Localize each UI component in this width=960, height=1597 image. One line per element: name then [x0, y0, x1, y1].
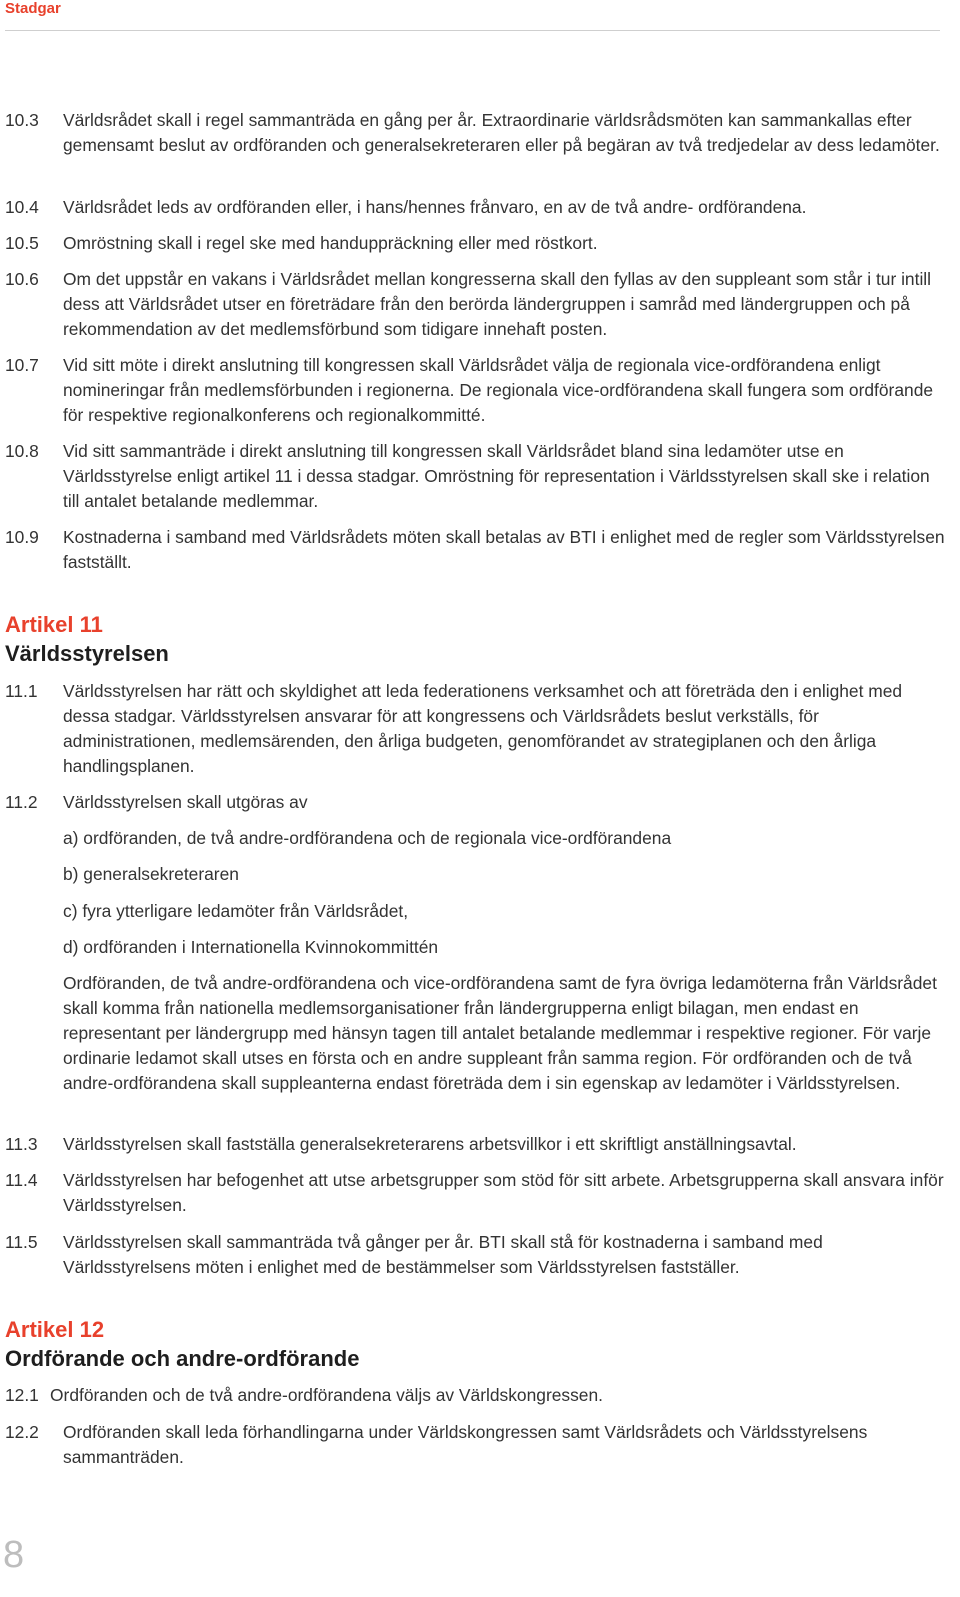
paragraph-text: Omröstning skall i regel ske med handuppräckning eller med röstkort.	[63, 233, 598, 253]
paragraph-number: 10.8	[5, 441, 39, 461]
paragraph-12-1	[5, 1383, 945, 1408]
paragraph-text: Världsstyrelsen skall sammanträda två gånger per år. BTI skall stå för kostnaderna i samband med Världsstyrelsens möten i enlighet med de bestämmelser som Världsstyrelsen fastställer.	[63, 1232, 823, 1277]
paragraph-10-8	[5, 439, 945, 514]
list-item-c: c) fyra ytterligare ledamöter från Världsrådet,	[63, 901, 409, 921]
paragraph-number: 12.1	[5, 1385, 39, 1405]
paragraph-number: 11.2	[5, 792, 38, 812]
paragraph-text: Världsstyrelsen skall utgöras av	[63, 792, 308, 812]
paragraph-number: 11.4	[5, 1170, 38, 1190]
paragraph-number: 10.4	[5, 197, 39, 217]
paragraph-number: 10.9	[5, 527, 39, 547]
paragraph-11-5	[5, 1230, 945, 1280]
paragraph-number: 10.7	[5, 355, 39, 375]
page-number: 8	[3, 1534, 25, 1576]
paragraph-text: Världsrådet skall i regel sammanträda en gång per år. Extraordinarie världsrådsmöten kan sammankallas efter gemensamt beslut av ordföranden och generalsekreteraren eller på begäran av två tredjedelar av dess ledamöter.	[63, 110, 940, 155]
list-item-a: a) ordföranden, de två andre-ordförandena och de regionala vice-ordförandena	[63, 828, 672, 848]
paragraph-10-3	[5, 108, 945, 158]
article-11-title: Världsstyrelsen	[5, 641, 169, 666]
paragraph-11-4	[5, 1168, 945, 1218]
paragraph-number: 10.6	[5, 269, 39, 289]
paragraph-text: Ordföranden skall leda förhandlingarna under Världskongressen samt Världsrådets och Världsstyrelsens sammanträden.	[63, 1422, 868, 1467]
paragraph-text: Vid sitt möte i direkt anslutning till kongressen skall Världsrådet välja de regionala vice-ordförandena enligt nomineringar från medlemsförbunden i regionerna. De regionala vice-ordförandena skall fungera som ordförande för respektive regionalkonferens och regionalkommitté.	[63, 355, 934, 425]
paragraph-number: 11.3	[5, 1134, 38, 1154]
paragraph-11-1	[5, 679, 945, 779]
paragraph-text: Världsstyrelsen skall fastställa generalsekreterarens arbetsvillkor i ett skriftligt anställningsavtal.	[63, 1134, 797, 1154]
paragraph-number: 10.3	[5, 110, 39, 130]
article-12-label: Artikel 12	[5, 1317, 105, 1342]
paragraph-12-2	[5, 1420, 945, 1470]
paragraph-11-3	[5, 1132, 945, 1157]
list-item-b: b) generalsekreteraren	[63, 864, 239, 884]
paragraph-text: Ordföranden och de två andre-ordförandena väljs av Världskongressen.	[50, 1385, 603, 1405]
header-divider	[5, 30, 940, 31]
paragraph-10-4	[5, 195, 945, 220]
composition-note: Ordföranden, de två andre-ordförandena och vice-ordförandena samt de fyra övriga ledamöterna från Världsrådet skall komma från nationella medlemsorganisationer från ländergrupperna enligt bilagan, men endast en representant per ländergrupp med hänsyn tagen till antalet betalande medlemmar i respektive regioner. För varje ordinarie ledamot skall utses en första och en andre suppleant från samma region. För ordföranden och de två andre-ordförandena skall suppleanterna endast företräda dem i sin egenskap av ledamöter i Världsstyrelsen.	[63, 973, 937, 1093]
paragraph-text: Vid sitt sammanträde i direkt anslutning till kongressen skall Världsrådet bland sina ledamöter utse en Världsstyrelse enligt artikel 11 i dessa stadgar. Omröstning för representation i Världsstyrelsen skall ske i relation till antalet betalande medlemmar.	[63, 441, 930, 511]
paragraph-text: Världsstyrelsen har befogenhet att utse arbetsgrupper som stöd för sitt arbete. Arbetsgrupperna skall ansvara inför Världsstyrelsen.	[63, 1170, 944, 1215]
paragraph-text: Världsstyrelsen har rätt och skyldighet att leda federationens verksamhet och att företräda den i enlighet med dessa stadgar. Världsstyrelsen ansvarar för att kongressens och Världsrådets beslut verkställs, för administrationen, medlemsärenden, den årliga budgeten, genomförandet av strategiplanen och den årliga handlingsplanen.	[63, 681, 903, 776]
paragraph-number: 12.2	[5, 1422, 39, 1442]
section-header: Stadgar	[5, 0, 61, 17]
paragraph-10-7	[5, 353, 945, 428]
paragraph-10-9	[5, 525, 945, 575]
paragraph-number: 11.5	[5, 1232, 38, 1252]
paragraph-10-5	[5, 231, 945, 256]
paragraph-number: 11.1	[5, 681, 38, 701]
article-11-label: Artikel 11	[5, 612, 103, 637]
list-item-d: d) ordföranden i Internationella Kvinnokommittén	[63, 937, 439, 957]
paragraph-10-6	[5, 267, 945, 342]
article-12-title: Ordförande och andre-ordförande	[5, 1346, 360, 1371]
paragraph-text: Världsrådet leds av ordföranden eller, i hans/hennes frånvaro, en av de två andre- ordförandena.	[63, 197, 807, 217]
paragraph-number: 10.5	[5, 233, 39, 253]
paragraph-text: Kostnaderna i samband med Världsrådets möten skall betalas av BTI i enlighet med de regler som Världsstyrelsen fastställt.	[63, 527, 945, 572]
paragraph-text: Om det uppstår en vakans i Världsrådet mellan kongresserna skall den fyllas av den suppleant som står i tur intill dess att Världsrådet utser en företrädare från den berörda ländergruppen i samråd med ländergruppen och på rekommendation av det medlemsförbund som tidigare innehaft posten.	[63, 269, 932, 339]
paragraph-11-2	[5, 790, 945, 815]
